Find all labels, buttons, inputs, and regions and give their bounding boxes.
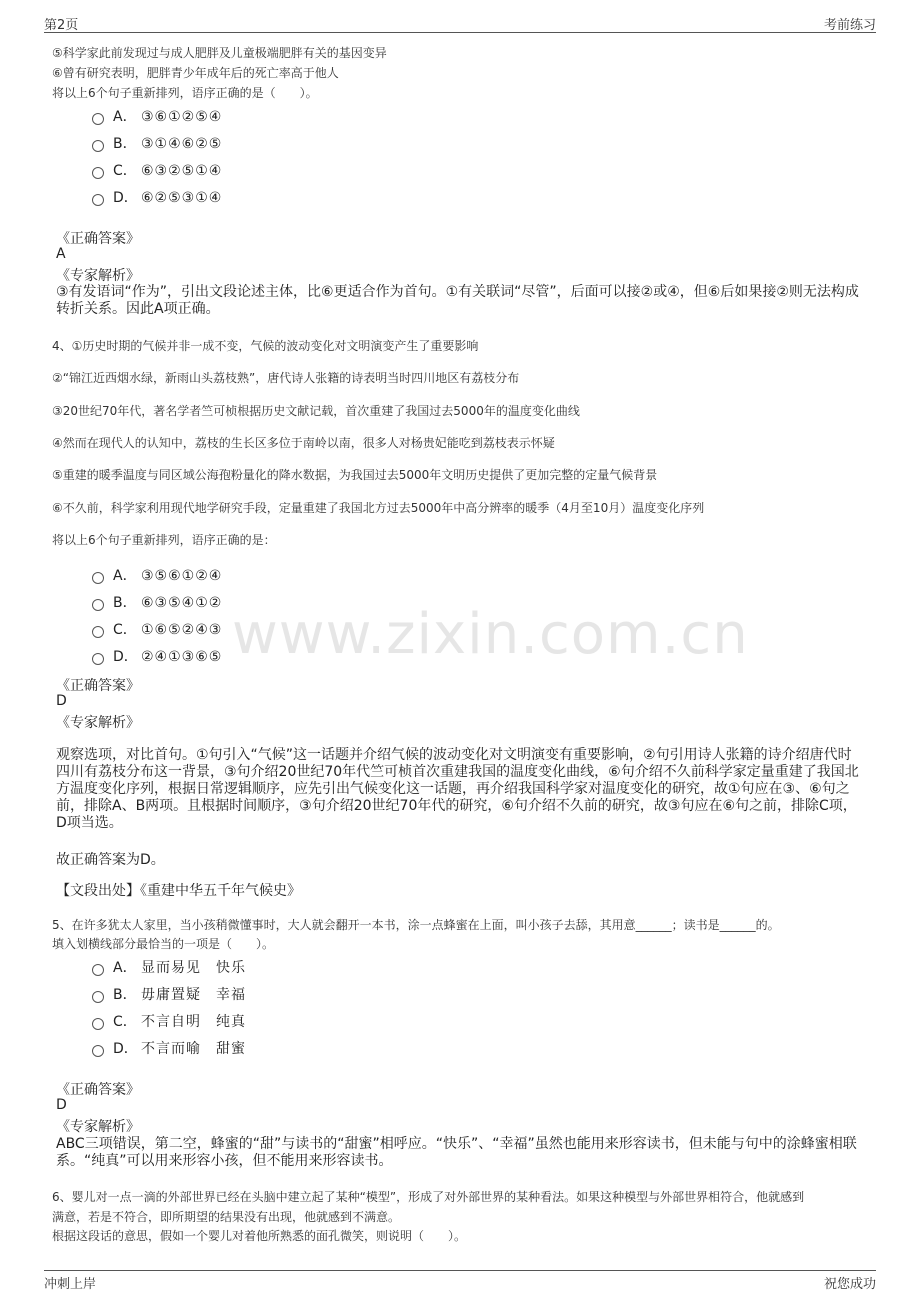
q4-answer: D <box>56 693 67 709</box>
q4-sentence-4: ④然而在现代人的认知中，荔枝的生长区多位于南岭以南，很多人对杨贵妃能吃到荔枝表示怀疑 <box>52 436 555 450</box>
radio-button[interactable] <box>92 113 104 125</box>
q3-option-c[interactable]: C． ⑥③②⑤①④ <box>92 160 222 178</box>
q3-answer: A <box>56 246 66 262</box>
q3-option-d[interactable]: D． ⑥②⑤③①④ <box>92 187 222 205</box>
q3-option-a[interactable]: A． ③⑥①②⑤④ <box>92 106 222 124</box>
watermark: www.zixin.com.cn <box>232 602 749 667</box>
q5-analysis: ABC三项错误，第二空，蜂蜜的“甜”与读书的“甜蜜”相呼应。“快乐”、“幸福”虽然也能用来形容读书，但未能与句中的涂蜂蜜相联系。“纯真”可以用来形容小孩，但不能用来形容读书。 <box>56 1136 857 1169</box>
q4-option-d[interactable]: D． ②④①③⑥⑤ <box>92 646 222 664</box>
radio-button[interactable] <box>92 194 104 206</box>
q4-sentence-6: ⑥不久前，科学家利用现代地学研究手段，定量重建了我国北方过去5000年中高分辨率的暖季（4月至10月）温度变化序列 <box>52 501 705 515</box>
q3-sentence-6: ⑥曾有研究表明，肥胖青少年成年后的死亡率高于他人 <box>52 66 339 80</box>
q3-analysis-label: 《专家解析》 <box>56 268 140 284</box>
q5-answer-label: 《正确答案》 <box>56 1082 140 1098</box>
q4-sentence-2: ②“锦江近西烟水绿，新雨山头荔枝熟”，唐代诗人张籍的诗表明当时四川地区有荔枝分布 <box>52 371 520 385</box>
q5-option-c[interactable]: C． 不言自明 纯真 <box>92 1011 246 1029</box>
q5-option-d[interactable]: D． 不言而喻 甜蜜 <box>92 1038 246 1056</box>
q4-sentence-3: ③20世纪70年代，著名学者竺可桢根据历史文献记载，首次重建了我国过去5000年的温度变化曲线 <box>52 404 580 418</box>
q3-analysis: ③有发语词“作为”，引出文段论述主体，比⑥更适合作为首句。①有关联词“尽管”，后面可以接②或④，但⑥后如果接②则无法构成转折关系。因此A项正确。 <box>56 284 859 317</box>
q3-sentence-5: ⑤科学家此前发现过与成人肥胖及儿童极端肥胖有关的基因变异 <box>52 46 387 60</box>
q4-option-b[interactable]: B． ⑥③⑤④①② <box>92 592 222 610</box>
q4-prompt: 将以上6个句子重新排列，语序正确的是： <box>52 533 276 547</box>
q4-conclusion: 故正确答案为D。 <box>56 852 165 868</box>
radio-button[interactable] <box>92 991 104 1003</box>
q6-stem-line-3: 根据这段话的意思，假如一个婴儿对着他所熟悉的面孔微笑，则说明（ ）。 <box>52 1229 467 1243</box>
q4-option-c[interactable]: C． ①⑥⑤②④③ <box>92 619 222 637</box>
q3-option-b[interactable]: B． ③①④⑥②⑤ <box>92 133 222 151</box>
q5-stem-line-2: 填入划横线部分最恰当的一项是（ ）。 <box>52 937 275 951</box>
q4-sentence-1: 4、①历史时期的气候并非一成不变，气候的波动变化对文明演变产生了重要影响 <box>52 339 479 353</box>
page-header <box>44 12 876 33</box>
radio-button[interactable] <box>92 964 104 976</box>
radio-button[interactable] <box>92 1018 104 1030</box>
q5-analysis-label: 《专家解析》 <box>56 1119 140 1135</box>
page-number: 第2页 <box>44 18 79 33</box>
q4-option-a[interactable]: A． ③⑤⑥①②④ <box>92 565 222 583</box>
q5-stem-line-1: 5、在许多犹太人家里，当小孩稍微懂事时，大人就会翻开一本书，涂一点蜂蜜在上面，叫小孩子去舔，其用意______；读书是______的。 <box>52 918 780 932</box>
radio-button[interactable] <box>92 140 104 152</box>
q4-analysis: 观察选项，对比首句。①句引入“气候”这一话题并介绍气候的波动变化对文明演变有重要影响，②句引用诗人张籍的诗介绍唐代时四川有荔枝分布这一背景，③句介绍20世纪70年代竺可桢首次重建我国的温度变化曲线，⑥句介绍不久前科学家定量重建了我国北方温度变化序列，根据日常逻辑顺序，应先引出气候变化这一话题，再介绍我国科学家对温度变化的研究，故①句应在③、⑥句之前，排除A、B两项。且根据时间顺序，③句介绍20世纪70年代的研究，⑥句介绍不久前的研究，故③句应在⑥句之前，排除C项，D项当选。 <box>56 747 859 831</box>
radio-button[interactable] <box>92 167 104 179</box>
q3-answer-label: 《正确答案》 <box>56 231 140 247</box>
q4-sentence-5: ⑤重建的暖季温度与同区域公海孢粉量化的降水数据，为我国过去5000年文明历史提供了更加完整的定量气候背景 <box>52 468 658 482</box>
q5-option-a[interactable]: A． 显而易见 快乐 <box>92 957 246 975</box>
header-label: 考前练习 <box>823 18 876 33</box>
q4-answer-label: 《正确答案》 <box>56 678 140 694</box>
page-footer <box>44 1270 876 1293</box>
q5-answer: D <box>56 1097 67 1113</box>
footer-right-label: 祝您成功 <box>823 1277 876 1292</box>
radio-button[interactable] <box>92 599 104 611</box>
radio-button[interactable] <box>92 572 104 584</box>
q4-source: 【文段出处】《重建中华五千年气候史》 <box>56 883 301 899</box>
q6-stem-line-1: 6、婴儿对一点一滴的外部世界已经在头脑中建立起了某种“模型”，形成了对外部世界的某种看法。如果这种模型与外部世界相符合，他就感到 <box>52 1190 805 1204</box>
radio-button[interactable] <box>92 1045 104 1057</box>
radio-button[interactable] <box>92 626 104 638</box>
radio-button[interactable] <box>92 653 104 665</box>
footer-left-label: 冲刺上岸 <box>44 1277 97 1292</box>
q4-analysis-label: 《专家解析》 <box>56 715 140 731</box>
q5-option-b[interactable]: B． 毋庸置疑 幸福 <box>92 984 246 1002</box>
q6-stem-line-2: 满意，若是不符合，即所期望的结果没有出现，他就感到不满意。 <box>52 1210 401 1224</box>
q3-prompt: 将以上6个句子重新排列，语序正确的是（ ）。 <box>52 86 318 100</box>
